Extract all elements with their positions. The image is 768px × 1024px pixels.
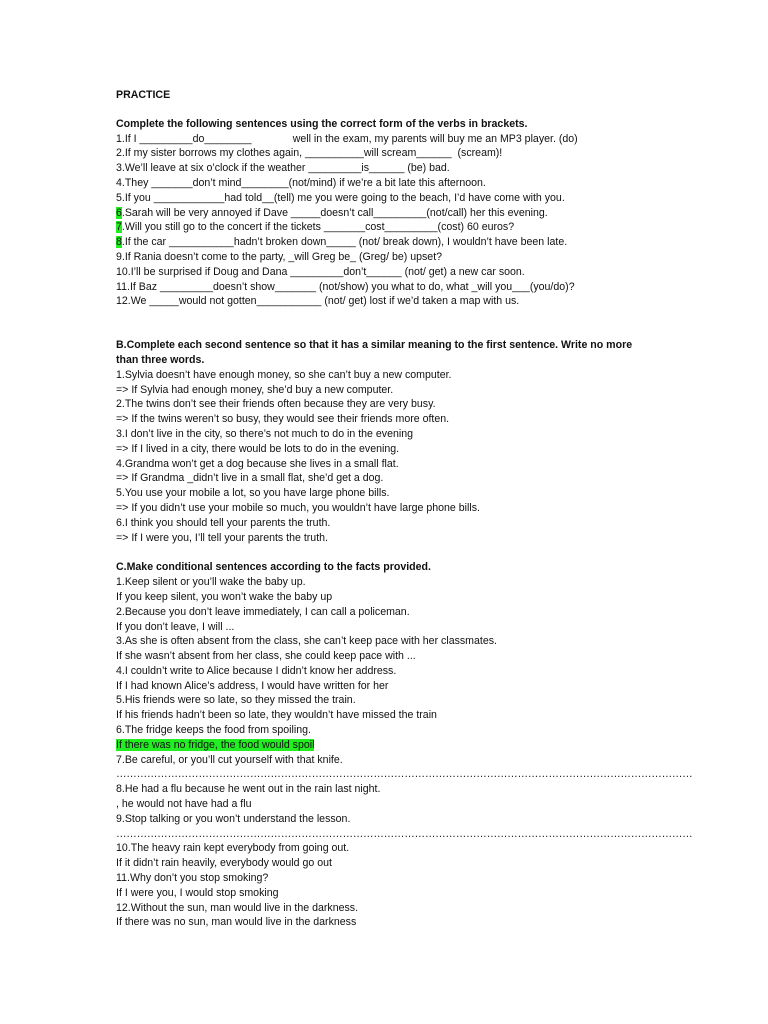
sentence-b-line: 2.The twins don’t see their friends often because they are very busy. xyxy=(116,398,436,411)
sentence-c-line: If his friends hadn’t been so late, they wouldn’t have missed the train xyxy=(116,709,437,722)
dotted-answer-line: …………………………………………………………………………………………………………………………………………………… xyxy=(116,827,693,840)
sentence-c-line: If it didn’t rain heavily, everybody would go out xyxy=(116,857,332,870)
sentence-a-item xyxy=(116,132,646,147)
sentence-c-line: 9.Stop talking or you won’t understand the lesson. xyxy=(116,812,351,825)
sentence-c-line: 11.Why don’t you stop smoking? xyxy=(116,872,269,885)
sentence-text: 12.We _____would not gotten___________ (not/ get) lost if we’d taken a map with us. xyxy=(116,295,520,308)
sentence-c-line: 2.Because you don’t leave immediately, I can call a policeman. xyxy=(116,605,410,618)
sentence-a-item xyxy=(116,294,646,309)
sentence-b-line: 5.You use your mobile a lot, so you have large phone bills. xyxy=(116,487,390,500)
sentence-text: 5.If you ____________had told__(tell) me you were going to the beach, I’d have come with you. xyxy=(116,191,565,204)
sentence-a-item xyxy=(116,206,646,221)
sentence-a-item xyxy=(116,176,646,191)
sentence-b-line: 4.Grandma won’t get a dog because she lives in a small flat. xyxy=(116,457,399,470)
sentence-text: .If the car ___________hadn’t broken down_____ (not/ break down), I wouldn’t have been late. xyxy=(121,236,568,249)
sentence-a-item xyxy=(116,161,646,176)
page-title: PRACTICE xyxy=(116,89,171,101)
sentence-b-line: 1.Sylvia doesn’t have enough money, so she can’t buy a new computer. xyxy=(116,368,452,381)
sentence-text: 11.If Baz _________doesn’t show_______ (not/show) you what to do, what _will you___(you/do)? xyxy=(116,280,575,293)
sentence-c-line: If I had known Alice’s address, I would have written for her xyxy=(116,679,389,692)
sentence-c-line: 8.He had a flu because he went out in the rain last night. xyxy=(116,783,381,796)
sentence-a-item xyxy=(116,265,646,280)
sentence-b-line: => If I were you, I’ll tell your parents the truth. xyxy=(116,531,328,544)
highlighted-answer: If there was no fridge, the food would spoil xyxy=(116,738,315,751)
sentence-c-line: 4.I couldn’t write to Alice because I didn’t know her address. xyxy=(116,664,397,677)
sentence-b-line: => If the twins weren’t so busy, they would see their friends more often. xyxy=(116,413,450,426)
sentence-c-line: If she wasn’t absent from her class, she could keep pace with ... xyxy=(116,650,416,663)
sentence-text: .Sarah will be very annoyed if Dave _____doesn’t call_________(not/call) her this evening. xyxy=(121,206,548,219)
dotted-answer-line: …………………………………………………………………………………………………………………………………………………… xyxy=(116,768,693,781)
highlighted-number: 6 xyxy=(116,206,122,219)
sentence-c-line: 12.Without the sun, man would live in the darkness. xyxy=(116,901,359,914)
sentence-b-line: => If I lived in a city, there would be lots to do in the evening. xyxy=(116,442,400,455)
sentence-c-line: 1.Keep silent or you’ll wake the baby up. xyxy=(116,576,306,589)
highlighted-number: 8 xyxy=(116,236,122,249)
sentence-text: 2.If my sister borrows my clothes again, __________will scream______ (scream)! xyxy=(116,147,503,160)
sentence-c-line: 10.The heavy rain kept everybody from going out. xyxy=(116,842,350,855)
sentence-b-line: => If Sylvia had enough money, she’d buy a new computer. xyxy=(116,383,394,396)
sentence-text: 10.I’ll be surprised if Doug and Dana _________don’t______ (not/ get) a new car soon. xyxy=(116,265,525,278)
sentence-c-line: 6.The fridge keeps the food from spoiling. xyxy=(116,724,311,737)
section-b-list xyxy=(116,368,646,546)
sentence-c-line: If you keep silent, you won’t wake the baby up xyxy=(116,590,333,603)
sentence-text: 1.If I _________do________ well in the exam, my parents will buy me an MP3 player. (do) xyxy=(116,132,578,145)
sentence-c-line: If you don’t leave, I will ... xyxy=(116,620,235,633)
sentence-c-line: If I were you, I would stop smoking xyxy=(116,886,279,899)
sentence-a-item xyxy=(116,280,646,295)
sentence-b-line: 3.I don’t live in the city, so there’s not much to do in the evening xyxy=(116,427,413,440)
sentence-text: 4.They _______don’t mind________(not/mind) if we’re a bit late this afternoon. xyxy=(116,176,486,189)
section-c-list xyxy=(116,575,693,930)
section-c-heading: C.Make conditional sentences according to the facts provided. xyxy=(116,561,431,574)
sentence-a-item xyxy=(116,191,646,206)
sentence-c-line: 7.Be careful, or you’ll cut yourself with that knife. xyxy=(116,753,343,766)
section-b-heading: B.Complete each second sentence so that it has a similar meaning to the first sentence. Write no more than three words. xyxy=(116,339,633,366)
section-a-list xyxy=(116,132,646,310)
sentence-c-line: , he would not have had a flu xyxy=(116,798,252,811)
highlighted-number: 7 xyxy=(116,221,122,234)
sentence-a-item xyxy=(116,220,646,235)
sentence-a-item xyxy=(116,235,646,250)
sentence-a-item xyxy=(116,146,646,161)
sentence-text: 3.We’ll leave at six o’clock if the weather _________is______ (be) bad. xyxy=(116,162,450,175)
section-a-heading: Complete the following sentences using the correct form of the verbs in brackets. xyxy=(116,117,528,130)
sentence-c-line: 5.His friends were so late, so they missed the train. xyxy=(116,694,356,707)
sentence-b-line: => If you didn’t use your mobile so much, you wouldn’t have large phone bills. xyxy=(116,501,480,514)
sentence-text: 9.If Rania doesn’t come to the party, _will Greg be_ (Greg/ be) upset? xyxy=(116,250,443,263)
sentence-a-item xyxy=(116,250,646,265)
sentence-b-line: 6.I think you should tell your parents the truth. xyxy=(116,516,331,529)
sentence-b-line: => If Grandma _didn’t live in a small flat, she’d get a dog. xyxy=(116,472,384,485)
sentence-text: .Will you still go to the concert if the tickets _______cost_________(cost) 60 euros? xyxy=(121,221,515,234)
worksheet xyxy=(116,86,693,930)
sentence-c-line: If there was no sun, man would live in the darkness xyxy=(116,916,357,929)
sentence-c-line xyxy=(116,738,646,753)
sentence-c-line: 3.As she is often absent from the class, she can’t keep pace with her classmates. xyxy=(116,635,497,648)
